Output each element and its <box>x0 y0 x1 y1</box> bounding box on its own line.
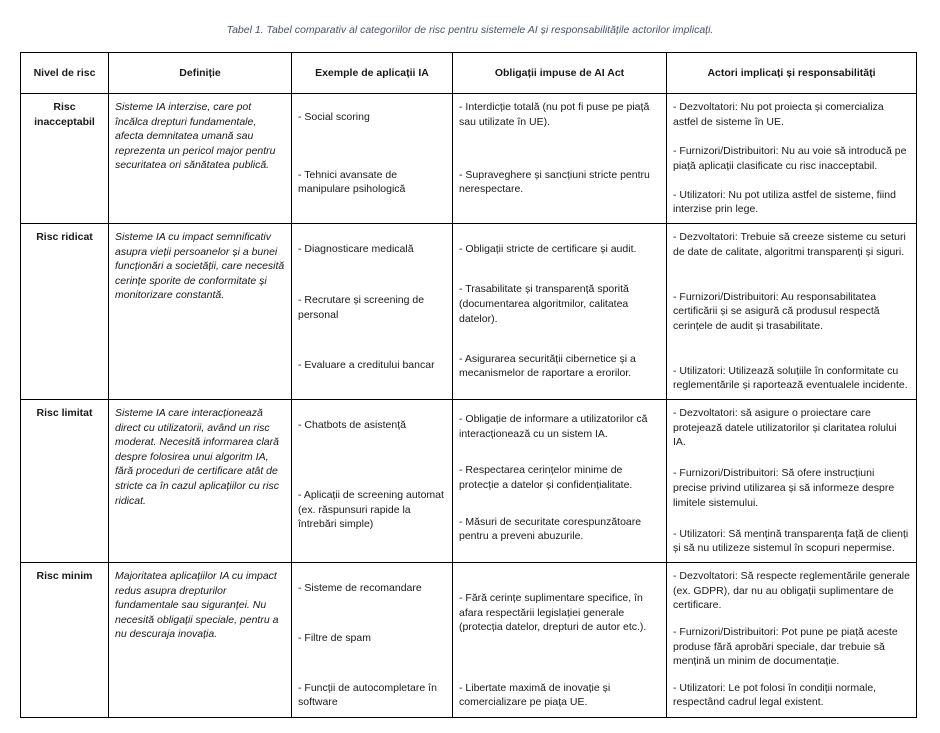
examples-cell <box>292 94 453 224</box>
risk-level-cell: Risc minim <box>21 563 109 718</box>
obligations-cell <box>453 94 667 224</box>
obligation-item: - Interdicție totală (nu pot fi puse pe piață sau utilizate în UE). <box>459 101 650 128</box>
obligation-item: - Măsuri de securitate corespunzătoare pentru a preveni abuzurile. <box>459 515 642 543</box>
actor-item: - Utilizatori: Le pot folosi în condiții normale, respectând cadrul legal existent. <box>673 681 877 709</box>
actor-item: - Dezvoltatori: Să respecte reglementările generale (ex. GDPR), dar nu au obligații suplimentare de certificare. <box>673 570 910 612</box>
obligation-item: - Asigurarea securității cibernetice și a mecanismelor de raportare a erorilor. <box>459 352 636 380</box>
example-item: - Recrutare și screening de personal <box>298 293 425 321</box>
example-item: - Evaluare a creditului bancar <box>298 359 435 372</box>
example-item: - Tehnici avansate de manipulare psihologică <box>298 168 406 196</box>
example-item: - Diagnosticare medicală <box>298 243 414 255</box>
actor-item: - Furnizori/Distribuitori: Să ofere instrucțiuni precise privind utilizarea și să informeze despre limitele sistemului. <box>673 467 895 509</box>
table-row <box>21 94 917 224</box>
actor-item: - Dezvoltatori: Trebuie să creeze sisteme cu seturi de date de calitate, algoritmi transparenți și siguri. <box>673 231 906 258</box>
header-definition: Definiție <box>109 53 292 94</box>
table-row <box>21 224 917 400</box>
actors-cell <box>667 563 917 718</box>
actor-item: - Furnizori/Distribuitori: Pot pune pe piață aceste produse fără aprobări speciale, dar trebuie să mențină un minim de documentație. <box>673 625 898 668</box>
example-item: - Filtre de spam <box>298 631 371 644</box>
obligation-item: - Supraveghere și sancțiuni stricte pentru nerespectare. <box>459 168 650 196</box>
example-item: - Chatbots de asistență <box>298 419 406 431</box>
actor-item: - Dezvoltatori: să asigure o proiectare care protejează datele utilizatorilor și claritatea rolului IA. <box>673 407 897 449</box>
example-item: - Social scoring <box>298 111 370 123</box>
obligation-item: - Respectarea cerințelor minime de protecție a datelor și confidențialitate. <box>459 464 633 491</box>
table-row <box>21 400 917 563</box>
obligation-item: - Obligație de informare a utilizatorilor că interacționează cu un sistem IA. <box>459 413 648 440</box>
actors-cell <box>667 400 917 563</box>
example-item: - Funcții de autocompletare în software <box>298 681 437 709</box>
obligations-cell <box>453 563 667 718</box>
risk-level-cell: Risc inacceptabil <box>21 94 109 224</box>
header-examples: Exemple de aplicații IA <box>292 53 453 94</box>
table-caption: Tabel 1. Tabel comparativ al categoriilor de risc pentru sistemele AI și responsabilitățile actorilor implicați. <box>226 24 714 36</box>
definition-cell: Sisteme IA cu impact semnificativ asupra vieții persoanelor și a bunei funcționări a societății, care necesită cerințe sporite de conformitate și monitorizare constantă. <box>109 224 292 400</box>
actors-cell <box>667 94 917 224</box>
definition-cell: Majoritatea aplicațiilor IA cu impact redus asupra drepturilor fundamentale sau siguranței. Nu necesită obligații speciale, pentru a nu descuraja inovația. <box>109 563 292 718</box>
actor-item: - Furnizori/Distribuitori: Nu au voie să introducă pe piață aplicații clasificate cu risc inacceptabil. <box>673 144 907 172</box>
obligation-item: - Obligații stricte de certificare și audit. <box>459 243 637 255</box>
header-risk-level: Nivel de risc <box>21 53 109 94</box>
risk-level-cell: Risc limitat <box>21 400 109 563</box>
obligations-cell <box>453 400 667 563</box>
obligation-item: - Trasabilitate și transparență sporită (documentarea algoritmilor, calitatea datelor). <box>459 283 629 325</box>
actor-item: - Dezvoltatori: Nu pot proiecta și comercializa astfel de sisteme în UE. <box>673 101 884 128</box>
example-item: - Sisteme de recomandare <box>298 582 422 594</box>
actor-item: - Utilizatori: Să mențină transparența față de clienți și să nu utilizeze sistemul în scopuri nepermise. <box>673 527 909 555</box>
table-row <box>21 563 917 718</box>
actors-cell <box>667 224 917 400</box>
obligation-item: - Libertate maximă de inovație și comercializare pe piața UE. <box>459 681 611 709</box>
header-actors: Actori implicați și responsabilități <box>667 53 917 94</box>
risk-level-cell: Risc ridicat <box>21 224 109 400</box>
obligations-cell <box>453 224 667 400</box>
actor-item: - Furnizori/Distribuitori: Au responsabilitatea certificării și se asigură că produsul respectă cerințele de audit și trasabilitate. <box>673 290 880 332</box>
examples-cell <box>292 400 453 563</box>
actor-item: - Utilizatori: Nu pot utiliza astfel de sisteme, fiind interzise prin lege. <box>673 188 896 216</box>
risk-comparison-table <box>20 52 917 718</box>
header-obligations: Obligații impuse de AI Act <box>453 53 667 94</box>
example-item: - Aplicații de screening automat (ex. răspunsuri rapide la întrebări simple) <box>298 489 444 531</box>
definition-cell: Sisteme IA care interacționează direct cu utilizatorii, având un risc moderat. Necesită informarea clară despre folosirea unui algoritm IA, fără proceduri de certificare atât de stricte ca în cazul aplicațiilor cu risc ridicat. <box>109 400 292 563</box>
definition-cell: Sisteme IA interzise, care pot încălca drepturi fundamentale, afecta demnitatea umană sau reprezenta un pericol major pentru securitatea ori sănătatea publică. <box>109 94 292 224</box>
obligation-item: - Fără cerințe suplimentare specifice, în afara respectării legislației generale (protecția datelor, drepturi de autor etc.). <box>459 592 647 634</box>
table-header-row <box>21 53 917 94</box>
actor-item: - Utilizatori: Utilizează soluțiile în conformitate cu reglementările și raportează eventualele incidente. <box>673 364 908 392</box>
examples-cell <box>292 224 453 400</box>
examples-cell <box>292 563 453 718</box>
